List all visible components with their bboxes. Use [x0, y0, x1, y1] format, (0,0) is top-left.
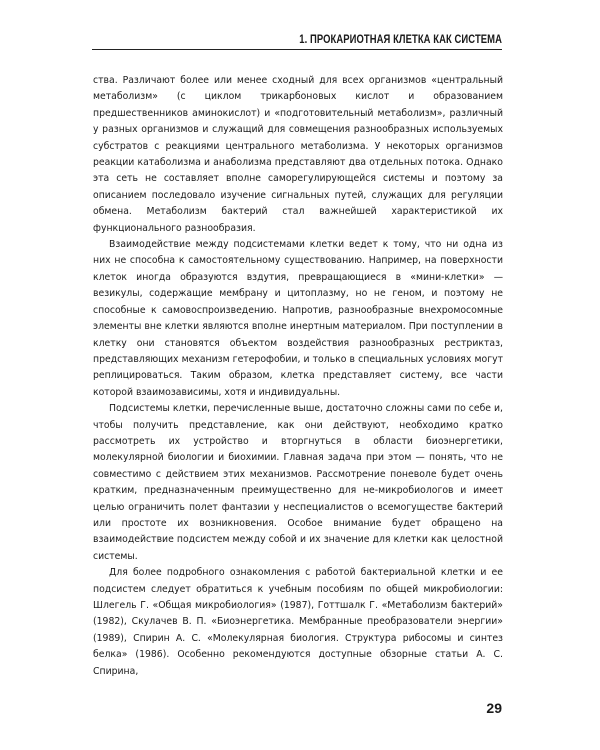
paragraph-continuation: ства. Различают более или менее сходный для всех организмов «центральный метаболизм» (с циклом трикарбоновых кислот и образованием предшественников аминокислот) и «подготовительный метаболизм», различный у разных организмов и служащий для совмещения разнообразных используемых субстратов с реакциями центрального метаболизма. У некоторых организмов реакции катаболизма и анаболизма представляют два отдельных потока. Однако эта сеть не составляет вполне саморегулирующейся системы и поэтому за описанием последовало изучение сигнальных путей, служащих для регуляции обмена. Метаболизм бактерий стал важнейшей характеристикой их функционального разнообразия.	[93, 75, 503, 234]
running-head: 1. ПРОКАРИОТНАЯ КЛЕТКА КАК СИСТЕМА	[299, 34, 502, 46]
page-number: 29	[486, 700, 502, 716]
paragraph: Для более подробного ознакомления с работой бактериальной клетки и ее подсистем следует обратиться к учебным пособиям по общей микробиологии: Шлегель Г. «Общая микробиология» (1987), Готтшалк Г. «Метаболизм бактерий» (1982), Скулачев В. П. «Биоэнергетика. Мембранные преобразователи энергии» (1989), Спирин А. С. «Молекулярная биология. Структура рибосомы и синтез белка» (1986). Особенно рекомендуются доступные обзорные статьи А. С. Спирина,	[93, 567, 503, 677]
body-text	[93, 73, 503, 680]
paragraph: Взаимодействие между подсистемами клетки ведет к тому, что ни одна из них не способна к самостоятельному существованию. Например, на поверхности клеток иногда образуются вздутия, превращающиеся в «мини-клетки» — везикулы, содержащие мембрану и цитоплазму, но не геном, и поэтому не способные к самовоспроизведению. Напротив, разнообразные внехромосомные элементы вне клетки являются вполне инертным материалом. При поступлении в клетку они становятся объектом воздействия разнообразных рестриктаз, представляющих механизм гетерофобии, и только в специальных условиях могут реплицироваться. Таким образом, клетка представляет систему, все части которой взаимозависимы, хотя и индивидуальны.	[93, 239, 503, 398]
paragraph: Подсистемы клетки, перечисленные выше, достаточно сложны сами по себе и, чтобы получить представление, как они действуют, необходимо кратко рассмотреть их устройство и вторгнуться в области биоэнергетики, молекулярной биологии и биохимии. Главная задача при этом — понять, что не совместимо с действием этих механизмов. Рассмотрение поневоле будет очень кратким, предназначенным преимущественно для не-микробиологов и имеет целью ограничить полет фантазии у неспециалистов о всемогуществе бактерий или простоте их возникновения. Особое внимание будет обращено на взаимодействие подсистем между собой и их значение для клетки как целостной системы.	[93, 403, 503, 562]
header-rule	[92, 49, 502, 50]
